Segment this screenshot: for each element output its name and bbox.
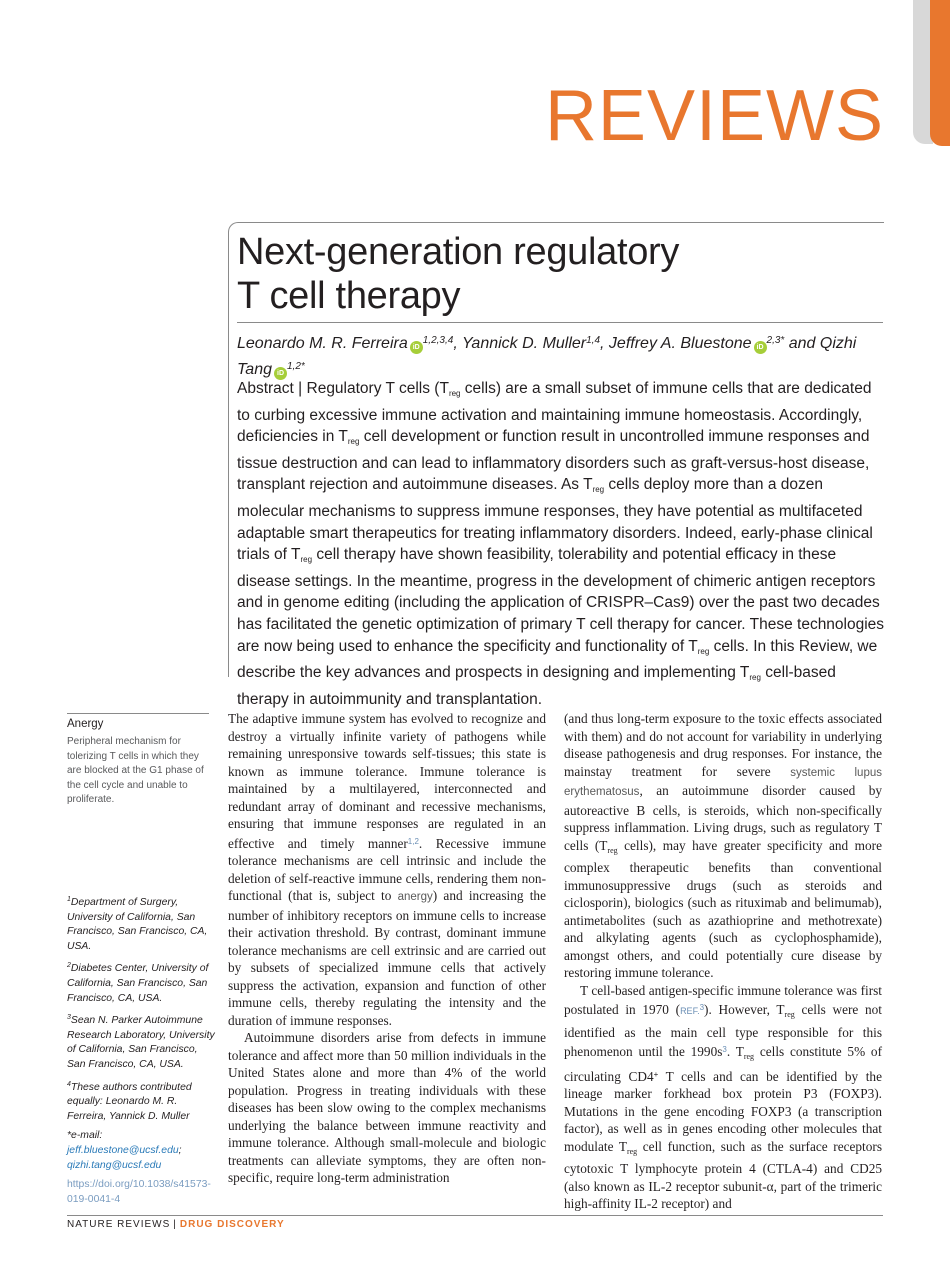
author-affiliation-marker: 2,3* [766, 335, 785, 346]
glossary-term: Anergy [67, 718, 104, 730]
affiliation-item: $^1$Department of Surgery, University of California, San Francisco, San Francisco, CA, USA. [67, 896, 208, 952]
article-title [237, 230, 877, 318]
author-name[interactable]: Jeffrey A. Bluestone [608, 335, 752, 352]
email-link-1[interactable]: jeff.bluestone@ucsf.edu [67, 1144, 179, 1156]
page-tab-accent [930, 0, 950, 146]
glossary-link-sle[interactable]: systemic lupus erythematosus [564, 766, 882, 798]
affiliations [67, 893, 217, 1212]
title-line-1: Next-generation regulatory [237, 231, 680, 273]
citation-link[interactable]: 3 [722, 1045, 727, 1054]
affiliation-item: $^2$Diabetes Center, University of California, San Francisco, San Francisco, CA, USA. [67, 962, 209, 1004]
orcid-icon[interactable]: iD [410, 341, 423, 354]
author-affiliation-marker: 1,2* [287, 361, 305, 372]
email-link-2[interactable]: qizhi.tang@ucsf.edu [67, 1159, 162, 1171]
doi-link[interactable]: https://doi.org/10.1038/s41573-019-0041-4 [67, 1179, 211, 1205]
citation-link[interactable]: 1,2 [407, 836, 419, 846]
orcid-icon[interactable]: iD [754, 341, 767, 354]
author-connector: and [784, 335, 820, 352]
glossary-link-anergy[interactable]: anergy [397, 891, 433, 903]
author-name[interactable]: Leonardo M. R. Ferreira [237, 335, 408, 352]
email-label: *e-mail: [67, 1130, 103, 1142]
body-paragraph: Autoimmune disorders arise from defects in immune tolerance and affect more than 50 million individuals in the United States alone and more than 4% of the world population. Progress in treating individuals with these diseases has been slow owing to the complex mechanisms underlying the balance between immune reactivity and immune tolerance. Although small-molecule and biologic treatments can alleviate symptoms, they are often non-specific, require long-term administration [228, 1030, 546, 1185]
glossary-definition: Peripheral mechanism for tolerizing T cells in which they are blocked at the G1 phase of the cell cycle and unable to proliferate. [67, 736, 204, 805]
correspondence: *e-mail: jeff.bluestone@ucsf.edu; qizhi.tang@ucsf.edu [67, 1130, 182, 1171]
body-column-1 [228, 710, 546, 1187]
body-paragraph: The adaptive immune system has evolved to recognize and destroy a virtually infinite variety of pathogens while remaining unresponsive towards self-tissues; this state is known as immune tolerance. Immune tolerance is maintained by a multilayered, interconnected and redundant array of dominant and recessive mechanisms, ensuring that immune responses are regulated in an effective and timely manner$^{1,2}$. Recessive immune tolerance mechanisms are cell intrinsic and include the deletion of self-reactive immune cells, rendering them non-functional (that is, subject to anergy) and increasing the number of inhibitory receptors on immune cells to increase their activation threshold. By contrast, dominant immune tolerance mechanisms are cell extrinsic and are carried out by subsets of specialized immune cells that actively suppress the activation, expansion and function of other immune cells, thereby regulating the intensity and the duration of immune responses. [228, 711, 546, 1028]
body-paragraph: T cell-based antigen-specific immune tolerance was first postulated in 1970 (REF.$^3$). However, $T_{reg}$ cells were not identified as the main cell type responsible for this phenomenon until the 1990s$^3$. $T_{reg}$ cells constitute 5% of circulating CD4+ T cells and can be identified by the lineage marker forkhead box protein P3 (FOXP3). Mutations in the gene encoding FOXP3 (a transcription factor), as well as in genes encoding other molecules that modulate $T_{reg}$ cell function, such as the surface receptors cytotoxic T lymphocyte protein 4 (CTLA-4) and CD25 (also known as IL-2 receptor subunit-α, part of the trimeric high-affinity IL-2 receptor) and [564, 982, 883, 1211]
body-paragraph: (and thus long-term exposure to the toxic effects associated with them) and do not account for variability in underlying disease pathogenesis and drug responses. For instance, the mainstay treatment for severe systemic lupus erythematosus, an autoimmune disorder caused by autoreactive B cells, is steroids, which non-specifically suppress inflammation. Living drugs, such as regulatory T cells ($T_{reg}$ cells), may have greater specificity and more complex therapeutic benefits than conventional immunosuppressive drugs (such as steroids and ciclosporin), biologics (such as rituximab and belimumab), antimetabolites (such as azathioprine and methotrexate) and alkylating agents (such as cyclophosphamide), amongst others, and could potentially cure disease by restoring immune tolerance. [564, 711, 882, 980]
footer [67, 1219, 285, 1230]
body-column-2 [564, 710, 882, 1213]
author-affiliation-marker: 1,4 [586, 335, 601, 346]
footer-rule [67, 1215, 883, 1216]
glossary-rule [67, 713, 209, 714]
section-label: REVIEWS [544, 76, 884, 156]
affiliation-list [67, 893, 217, 1124]
title-line-2: T cell therapy [237, 275, 461, 317]
abstract: Abstract | Regulatory T cells ($T_{reg}$ cells) are a small subset of immune cells that are dedicated to curbing excessive immune activation and maintaining immune homeostasis. Accordingly, deficiencies in $T_{reg}$ cell development or function result in uncontrolled immune responses and tissue destruction and can lead to inflammatory disorders such as graft-versus-host disease, transplant rejection and autoimmune diseases. As $T_{reg}$ cells deploy more than a dozen molecular mechanisms to suppress immune responses, they have potential as multifaceted adaptable smart therapeutics for treating inflammatory disorders. Indeed, early-phase clinical trials of $T_{reg}$ cell therapy have shown feasibility, tolerability and potential efficacy in these disease settings. In the meantime, progress in the development of chimeric antigen receptors and in genome editing (including the application of CRISPR–Cas9) over the past two decades has facilitated the genetic optimization of primary T cell therapy for cancer. These technologies are now being used to enhance the specificity and functionality of $T_{reg}$ cells. In this Review, we describe the key advances and prospects in designing and implementing $T_{reg}$ cell-based therapy in autoimmunity and transplantation. [237, 380, 885, 708]
affiliation-item: $^3$Sean N. Parker Autoimmune Research Laboratory, University of California, San Francisco, San Francisco, CA, USA. [67, 1014, 215, 1070]
author-name[interactable]: Yannick D. Muller [461, 335, 587, 352]
abstract-label: Abstract | [237, 380, 307, 397]
title-rule [237, 322, 883, 323]
journal-name: NATURE REVIEWS [67, 1219, 171, 1230]
affiliation-item: $^4$These authors contributed equally: Leonardo M. R. Ferreira, Yannick D. Muller [67, 1080, 192, 1122]
footer-separator: | [173, 1219, 177, 1230]
citation-link[interactable]: REF.$^3$ [680, 1003, 705, 1016]
author-affiliation-marker: 1,2,3,4 [422, 335, 454, 346]
author-name[interactable]: Qizhi Tang [237, 335, 857, 378]
journal-section: DRUG DISCOVERY [179, 1219, 285, 1230]
orcid-icon[interactable]: iD [274, 367, 287, 380]
author-list: Leonardo M. R. Ferreira iD$^{1,2,3,4}$, Yannick D. Muller$^{1,4}$, Jeffrey A. Bluestone $iD^{2,3*}$ and Qizhi Tang $iD^{1,2*}$ [237, 335, 857, 378]
